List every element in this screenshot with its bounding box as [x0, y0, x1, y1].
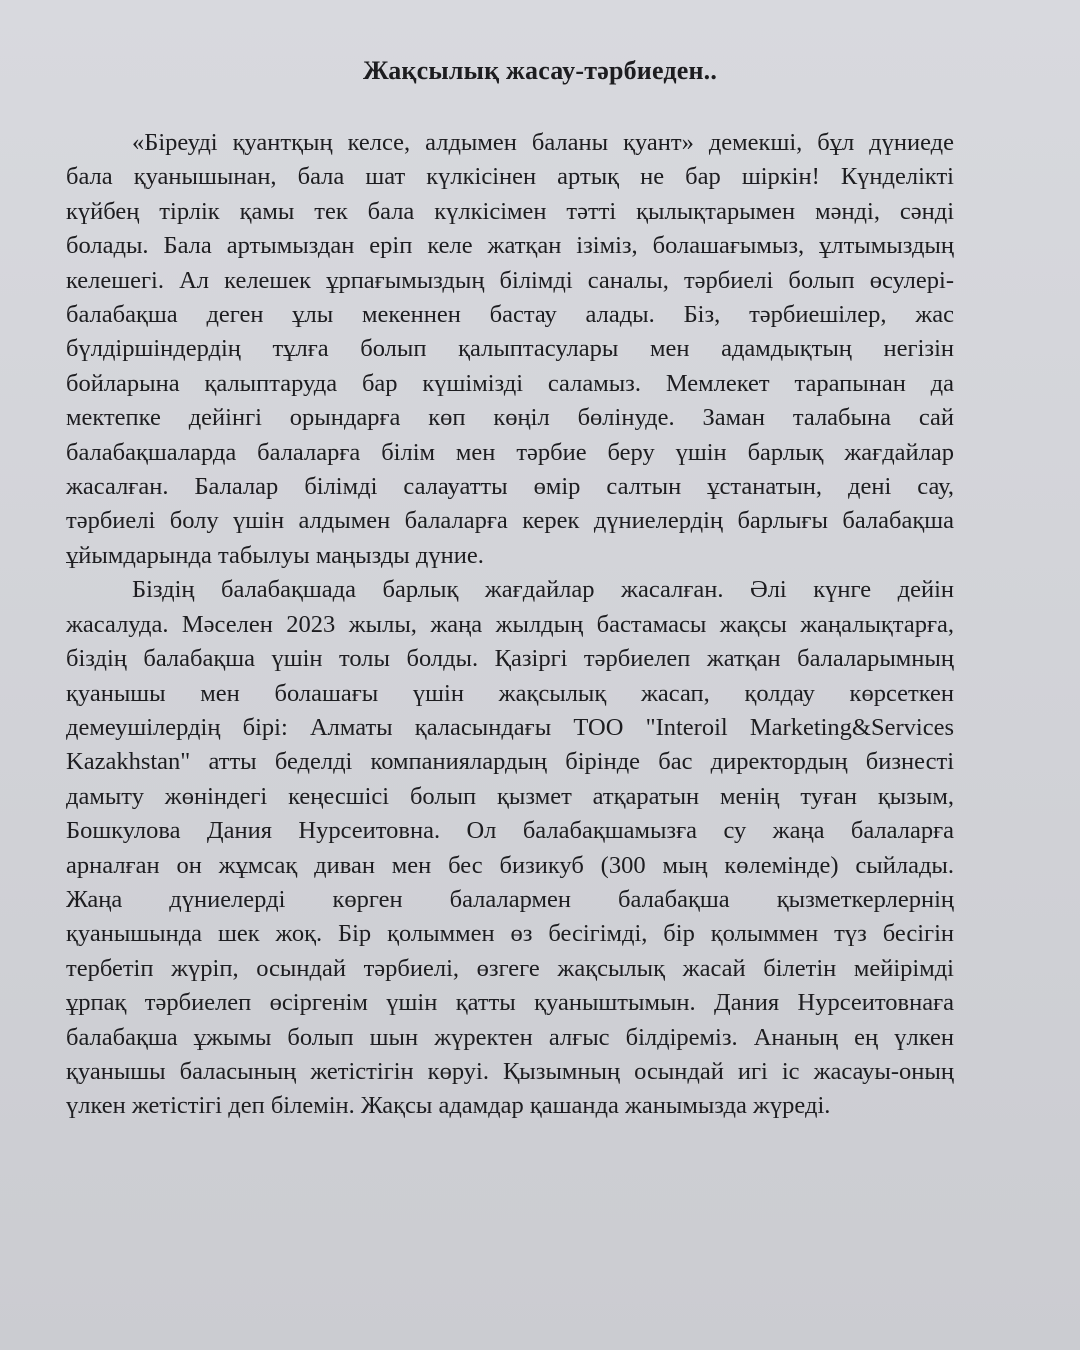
document-title: Жақсылық жасау-тәрбиеден.. — [362, 56, 718, 85]
text-line: мектепке дейінгі орындарға көп көңіл бөлінуде. Заман талабына сай — [66, 404, 954, 432]
paragraph-1 — [66, 126, 954, 573]
text-line: бала қуанышынан, бала шат күлкісінен артық не бар шіркін! Күнделікті — [66, 163, 954, 191]
text-line: жасалған. Балалар білімді салауатты өмір салтын ұстанатын, дені сау, — [66, 473, 954, 501]
text-line: бүлдіршіндердің тұлға болып қалыптасулары мен адамдықтың негізін — [66, 335, 954, 363]
text-line: тербетіп жүріп, осындай тәрбиелі, өзгеге жақсылық жасай білетін мейірімді — [66, 954, 954, 982]
text-line: балабақша деген ұлы мекеннен бастау алады. Біз, тәрбиешілер, жас — [66, 301, 954, 329]
text-line: Жаңа дүниелерді көрген балалармен балабақша қызметкерлернің — [66, 885, 954, 913]
text-line: «Біреуді қуантқың келсе, алдымен баланы қуант» демекші, бұл дүниеде — [132, 129, 954, 156]
text-line: Бошкулова Дания Нурсеитовна. Ол балабақшамызға су жаңа балаларға — [66, 817, 954, 845]
document-body — [66, 126, 954, 1124]
text-line: балабақшаларда балаларға білім мен тәрбие беру үшін барлық жағдайлар — [66, 438, 954, 466]
text-line: біздің балабақша үшін толы болды. Қазіргі тәрбиелеп жатқан балаларымның — [66, 645, 954, 673]
text-line: келешегі. Ал келешек ұрпағымыздың білімді саналы, тәрбиелі болып өсулері- — [66, 266, 954, 294]
text-line: күйбең тірлік қамы тек бала күлкісімен тәтті қылықтарымен мәнді, сәнді — [66, 197, 954, 225]
text-line: арналған он жұмсақ диван мен бес бизикуб (300 мың көлемінде) сыйлады. — [66, 851, 954, 879]
text-line: үлкен жетістігі деп білемін. Жақсы адамдар қашанда жанымызда жүреді. — [66, 1092, 831, 1120]
text-line: тәрбиелі болу үшін алдымен балаларға керек дүниелердің барлығы балабақша — [66, 507, 954, 535]
text-line: ұйымдарында табылуы маңызды дүние. — [66, 541, 484, 569]
text-line: қуанышы баласының жетістігін көруі. Қызымның осындай игі іс жасауы-оның — [66, 1057, 954, 1085]
text-line: Kazakhstan" атты беделді компаниялардың бірінде бас директордың бизнесті — [66, 748, 954, 776]
text-line: балабақша ұжымы болып шын жүректен алғыс білдіреміз. Ананың ең үлкен — [66, 1023, 954, 1051]
text-line: Біздің балабақшада барлық жағдайлар жасалған. Әлі күнге дейін — [132, 576, 954, 604]
text-line: дамыту жөніндегі кеңесшісі болып қызмет атқаратын менің туған қызым, — [66, 782, 954, 810]
text-line: қуанышы мен болашағы үшін жақсылық жасап, қолдау көрсеткен — [66, 679, 954, 707]
text-line: ұрпақ тәрбиелеп өсіргенім үшін қатты қуаныштымын. Дания Нурсеитовнаға — [66, 989, 954, 1017]
text-line: жасалуда. Мәселен 2023 жылы, жаңа жылдың бастамасы жақсы жаңалықтарға, — [66, 610, 954, 638]
text-line: демеушілердің бірі: Алматы қаласындағы ТОО "Interoil Marketing&Services — [66, 713, 954, 741]
text-line: бойларына қалыптаруда бар күшімізді саламыз. Мемлекет тарапынан да — [66, 369, 954, 397]
text-line: болады. Бала артымыздан еріп келе жатқан ізіміз, болашағымыз, ұлтымыздың — [66, 232, 954, 260]
text-line: қуанышында шек жоқ. Бір қолыммен өз бесігімді, бір қолыммен түз бесігін — [66, 920, 954, 948]
paragraph-2 — [66, 573, 954, 1124]
